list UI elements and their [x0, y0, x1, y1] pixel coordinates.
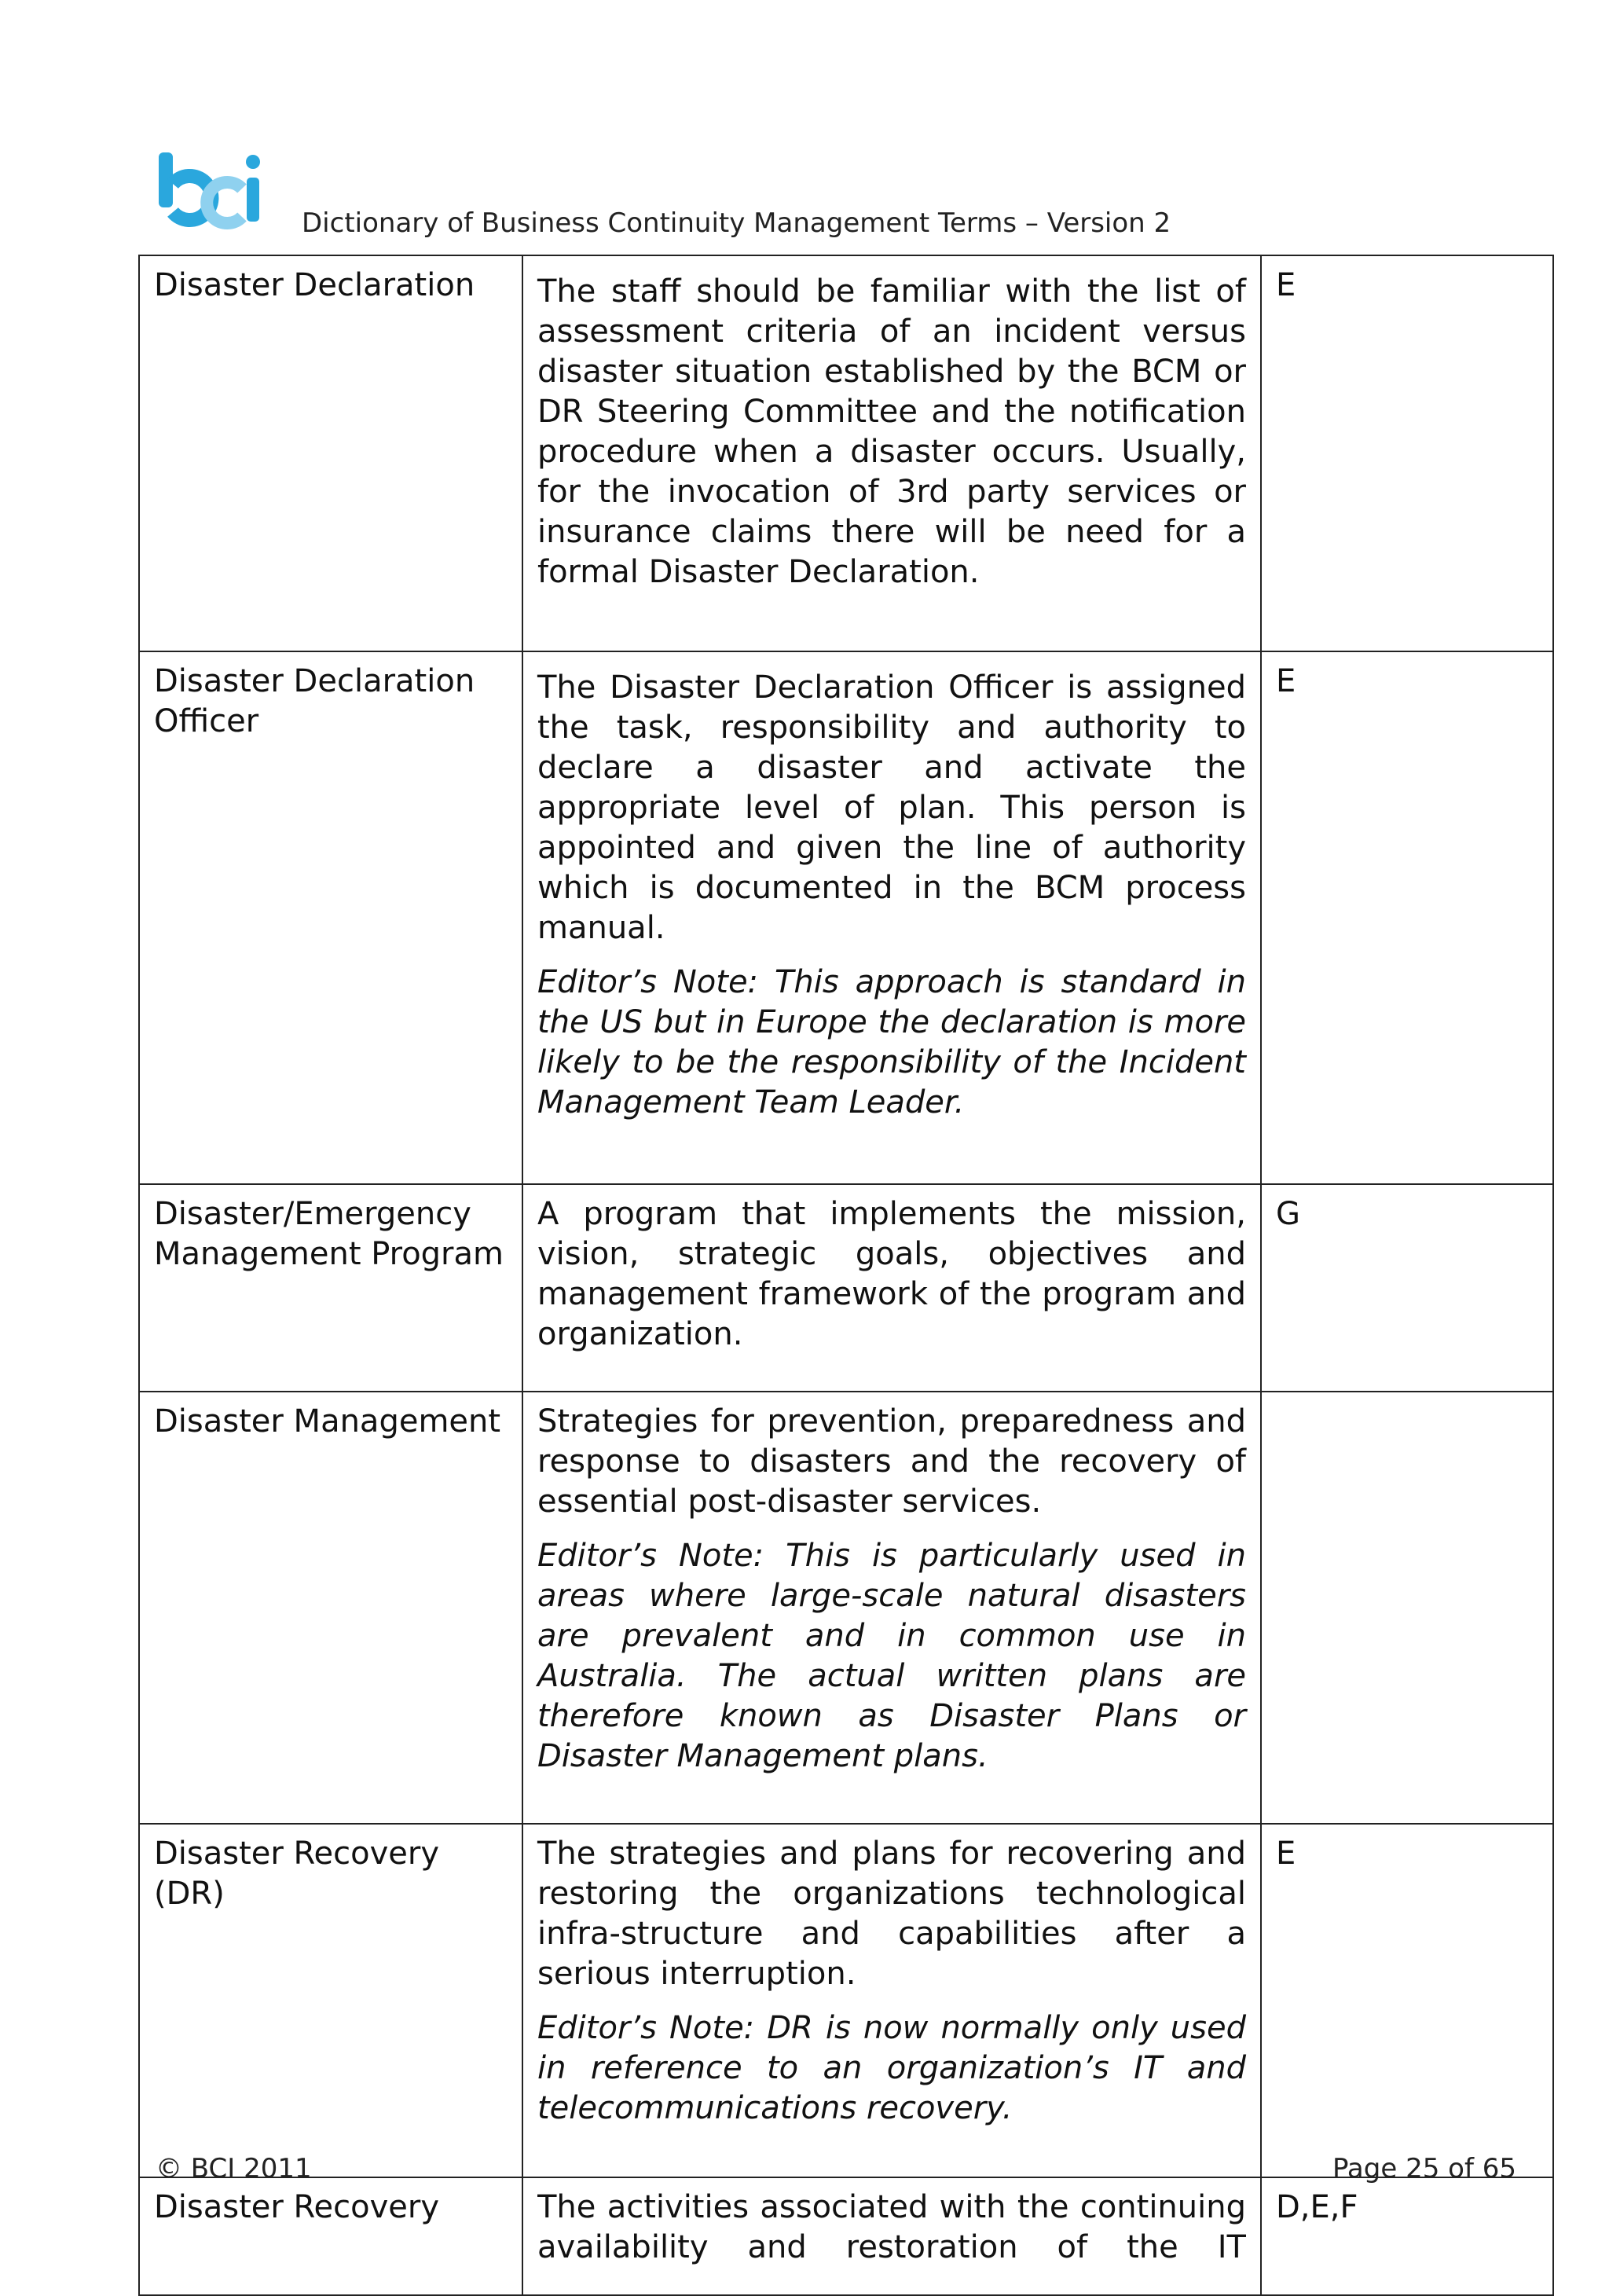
definition-text: The staff should be familiar with the list of assessment criteria of an incident versus disaster situation established by the BCM or DR Steering Committee and the notification procedure when a disaster occurs. Usually, for the invocation of 3rd party services or insurance claims there will be need for a formal Disaster Declaration.: [537, 273, 1246, 590]
definition-text: The activities associated with the continuing availability and restoration of the IT: [537, 2189, 1246, 2265]
code-cell: E: [1261, 651, 1553, 1184]
copyright: © BCI 2011: [156, 2153, 312, 2184]
table-row: [139, 2177, 1553, 2295]
code-cell: G: [1261, 1184, 1553, 1392]
definition-cell: [522, 2177, 1261, 2295]
definition-cell: [522, 1184, 1261, 1392]
definition-text: The Disaster Declaration Officer is assigned the task, responsibility and authority to declare a disaster and activate the appropriate level of plan. This person is appointed and given the line of authority which is documented in the BCM process manual.: [537, 669, 1246, 946]
table-row: [139, 1184, 1553, 1392]
term-cell: Disaster Recovery: [139, 2177, 522, 2295]
definition-text: Strategies for prevention, preparedness and response to disasters and the recovery of essential post-disaster services.: [537, 1403, 1246, 1520]
term-cell: Disaster Declaration: [139, 255, 522, 651]
term-cell: Disaster Recovery (DR): [139, 1824, 522, 2177]
definition-text: A program that implements the mission, vision, strategic goals, objectives and management framework of the program and organization.: [537, 1196, 1246, 1352]
definition-cell: [522, 255, 1261, 651]
term-cell: Disaster/Emergency Management Program: [139, 1184, 522, 1392]
term-cell: Disaster Management: [139, 1392, 522, 1824]
definition-cell: [522, 651, 1261, 1184]
terms-table: [138, 255, 1554, 2296]
editor-note: Editor’s Note: This is particularly used in areas where large-scale natural disasters are prevalent and in common use in Australia. The actual written plans are therefore known as Disaster Plans or Disaster Management plans.: [537, 1538, 1246, 1774]
editor-note: Editor’s Note: DR is now normally only used in reference to an organization’s IT and telecommunications recovery.: [537, 2010, 1246, 2126]
definition-text: The strategies and plans for recovering and restoring the organizations technological infra-structure and capabilities after a serious interruption.: [537, 1836, 1246, 1992]
bci-logo: [156, 149, 266, 236]
page-number: Page 25 of 65: [1332, 2153, 1516, 2184]
definition-cell: [522, 1392, 1261, 1824]
code-cell: E: [1261, 1824, 1553, 2177]
table-row: [139, 1392, 1553, 1824]
term-cell: Disaster Declaration Officer: [139, 651, 522, 1184]
code-cell: E: [1261, 255, 1553, 651]
code-cell: [1261, 1392, 1553, 1824]
table-row: [139, 1824, 1553, 2177]
code-cell: D,E,F: [1261, 2177, 1553, 2295]
table-row: [139, 255, 1553, 651]
document-title: Dictionary of Business Continuity Management Terms – Version 2: [302, 207, 1171, 239]
editor-note: Editor’s Note: This approach is standard in the US but in Europe the declaration is more likely to be the responsibility of the Incident Management Team Leader.: [537, 964, 1246, 1120]
definition-cell: [522, 1824, 1261, 2177]
table-row: [139, 651, 1553, 1184]
